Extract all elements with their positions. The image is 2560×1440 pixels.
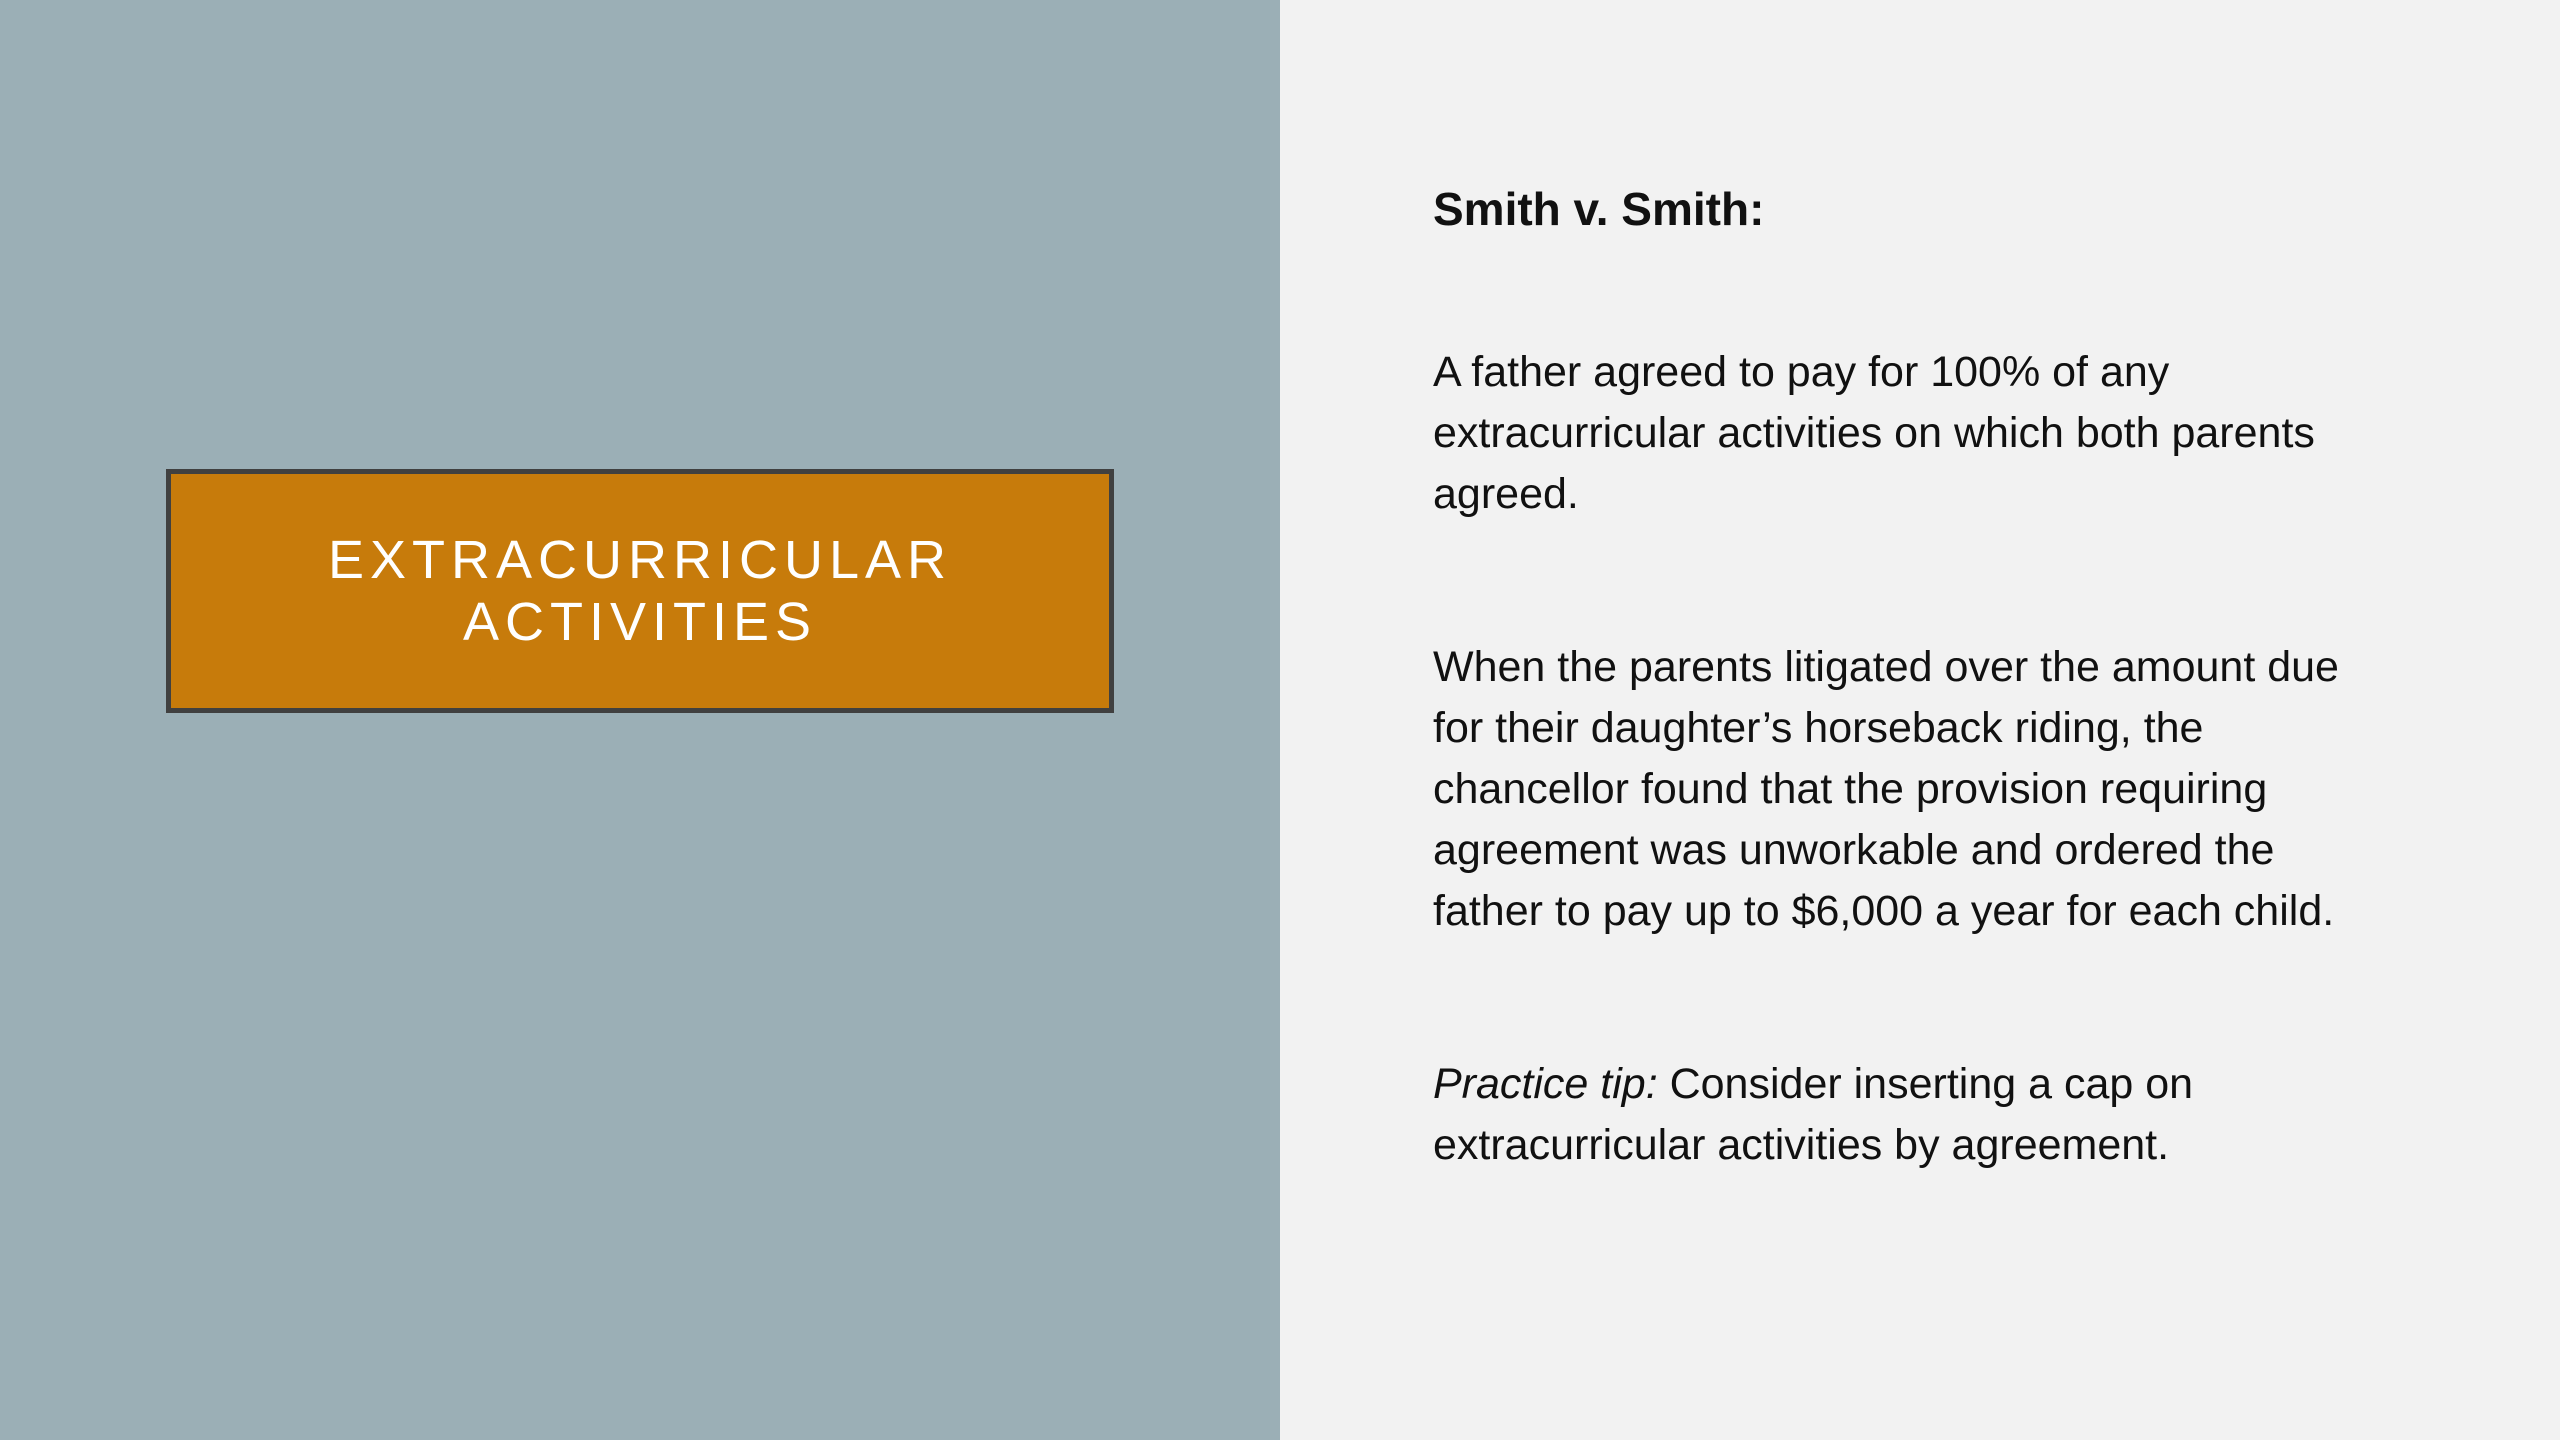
practice-tip-label: Practice tip: [1433, 1060, 1658, 1108]
practice-tip-paragraph [1433, 1054, 2393, 1176]
case-heading: Smith v. Smith: [1433, 183, 1765, 235]
slide-content [1433, 178, 2393, 1176]
practice-tip-text: Consider inserting a cap on extracurricular activities by agreement. [1433, 1060, 2194, 1169]
title-box [166, 469, 1114, 713]
agreement-paragraph: A father agreed to pay for 100% of any extracurricular activities on which both parents agreed. [1433, 348, 2315, 518]
litigation-paragraph: When the parents litigated over the amount due for their daughter’s horseback riding, the chancellor found that the provision requiring agreement was unworkable and ordered the father to pay up to $6,000 a year for each child. [1433, 643, 2339, 935]
slide-title: EXTRACURRICULAR ACTIVITIES [327, 530, 953, 652]
